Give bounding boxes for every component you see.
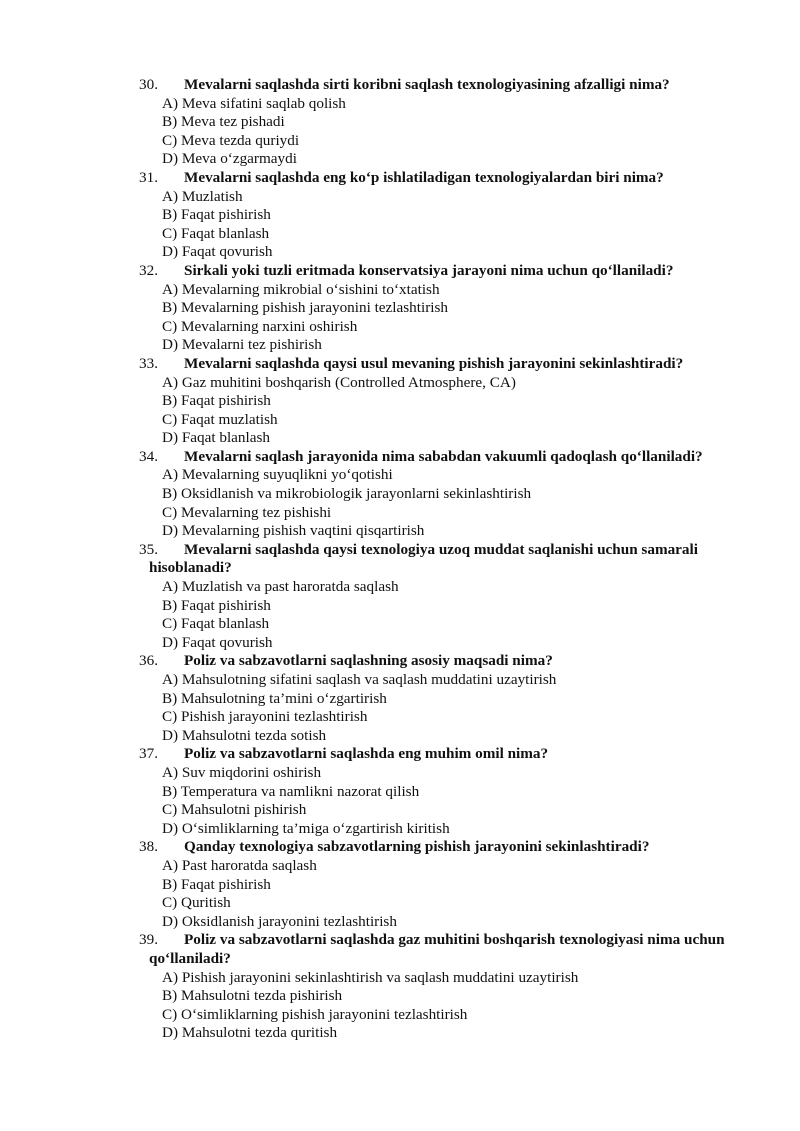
question-39 [0,931,800,1043]
question-text: Poliz va sabzavotlarni saqlashda gaz muhitini boshqarish texnologiyasi nima uchun qo‘llaniladi? [149,931,725,967]
option-c: C) Mevalarning tez pishishi [162,503,332,521]
option-b: B) Oksidlanish va mikrobiologik jarayonlarni sekinlashtirish [162,485,532,503]
option-d: D) Mevalarni tez pishirish [162,336,322,354]
option-c: C) Faqat muzlatish [162,410,278,428]
question-36 [0,652,800,745]
question-38 [0,838,800,931]
option-b: B) Mevalarning pishish jarayonini tezlashtirish [162,299,448,317]
option-d: D) Faqat blanlash [162,429,270,447]
question-35 [0,541,800,653]
question-30 [0,76,800,169]
option-a: A) Muzlatish va past haroratda saqlash [162,578,399,596]
option-c: C) Pishish jarayonini tezlashtirish [162,708,368,726]
question-number: 34. [139,447,158,465]
option-b: B) Mahsulotning ta’mini o‘zgartirish [162,689,387,707]
option-d: D) Faqat qovurish [162,243,273,261]
option-b: B) Mahsulotni tezda pishirish [162,987,343,1005]
question-list [0,76,800,1043]
question-number: 39. [139,931,158,949]
option-c: C) Quritish [162,894,231,912]
option-c: C) Faqat blanlash [162,615,270,633]
option-a: A) Pishish jarayonini sekinlashtirish va saqlash muddatini uzaytirish [162,968,579,986]
option-d: D) Faqat qovurish [162,633,273,651]
question-number: 33. [139,354,158,372]
question-number: 35. [139,540,158,558]
option-b: B) Meva tez pishadi [162,113,285,131]
question-text: Sirkali yoki tuzli eritmada konservatsiya jarayoni nima uchun qo‘llaniladi? [184,261,674,279]
option-a: A) Meva sifatini saqlab qolish [162,94,346,112]
question-32 [0,262,800,355]
question-34 [0,448,800,541]
question-text: Mevalarni saqlashda eng ko‘p ishlatiladigan texnologiyalardan biri nima? [184,168,664,186]
question-text: Mevalarni saqlash jarayonida nima sababdan vakuumli qadoqlash qo‘llaniladi? [184,447,703,465]
question-text: Poliz va sabzavotlarni saqlashning asosiy maqsadi nima? [184,652,553,670]
option-b: B) Faqat pishirish [162,875,271,893]
option-c: C) O‘simliklarning pishish jarayonini tezlashtirish [162,1005,468,1023]
question-text: Poliz va sabzavotlarni saqlashda eng muhim omil nima? [184,745,549,763]
question-33 [0,355,800,448]
question-number: 36. [139,652,158,670]
question-number: 31. [139,168,158,186]
option-b: B) Faqat pishirish [162,392,271,410]
option-a: A) Past haroratda saqlash [162,856,317,874]
option-b: B) Temperatura va namlikni nazorat qilish [162,782,420,800]
question-number: 38. [139,838,158,856]
option-b: B) Faqat pishirish [162,206,271,224]
option-d: D) Oksidlanish jarayonini tezlashtirish [162,912,397,930]
option-a: A) Mevalarning mikrobial o‘sishini to‘xtatish [162,280,440,298]
question-37 [0,745,800,838]
option-d: D) Mahsulotni tezda quritish [162,1024,338,1042]
option-d: D) O‘simliklarning ta’miga o‘zgartirish kiritish [162,819,450,837]
option-a: A) Mahsulotning sifatini saqlash va saqlash muddatini uzaytirish [162,671,557,688]
question-text: Mevalarni saqlashda qaysi usul mevaning pishish jarayonini sekinlashtiradi? [184,354,684,372]
option-c: C) Mahsulotni pishirish [162,801,307,819]
option-c: C) Mevalarning narxini oshirish [162,317,358,335]
question-text: Mevalarni saqlashda qaysi texnologiya uzoq muddat saqlanishi uchun samarali hisoblanadi? [149,540,698,577]
option-c: C) Faqat blanlash [162,224,270,242]
question-number: 37. [139,745,158,763]
option-a: A) Suv miqdorini oshirish [162,763,322,781]
question-text: Mevalarni saqlashda sirti koribni saqlash texnologiyasining afzalligi nima? [184,76,670,93]
question-text: Qanday texnologiya sabzavotlarning pishish jarayonini sekinlashtiradi? [184,838,650,856]
option-d: D) Mahsulotni tezda sotish [162,726,327,744]
option-d: D) Meva o‘zgarmaydi [162,150,297,168]
option-a: A) Gaz muhitini boshqarish (Controlled Atmosphere, CA) [162,373,516,391]
option-d: D) Mevalarning pishish vaqtini qisqartirish [162,522,425,540]
question-number: 32. [139,261,158,279]
question-number: 30. [139,76,158,93]
option-a: A) Mevalarning suyuqlikni yo‘qotishi [162,466,393,484]
option-b: B) Faqat pishirish [162,596,271,614]
option-c: C) Meva tezda quriydi [162,131,300,149]
option-a: A) Muzlatish [162,187,243,205]
question-31 [0,169,800,262]
